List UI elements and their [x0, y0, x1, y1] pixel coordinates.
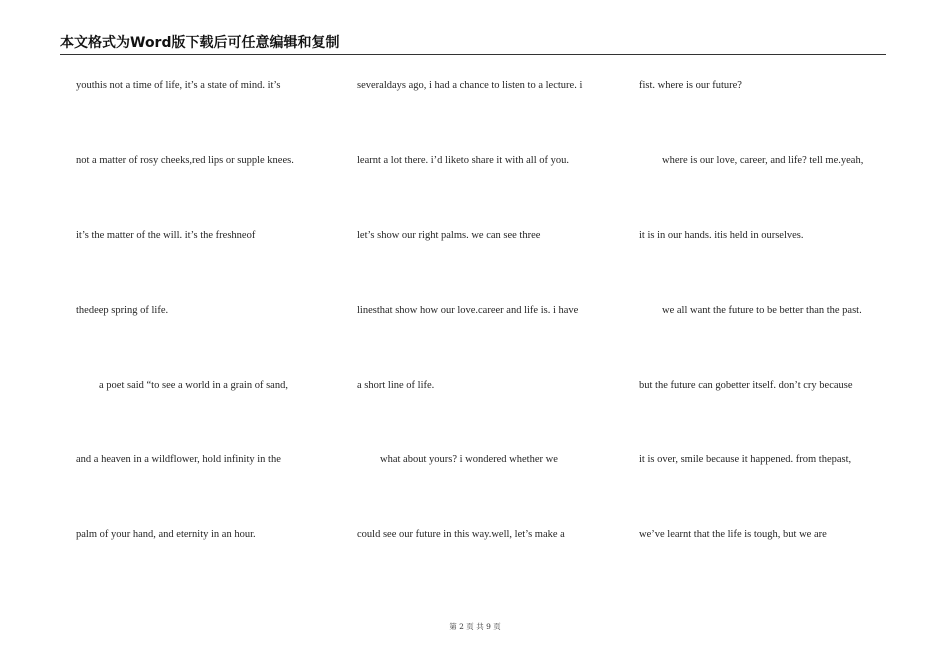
header-title: 本文格式为Word版下载后可任意编辑和复制 [60, 35, 340, 51]
text-line: we’ve learnt that the life is tough, but we are [639, 529, 827, 541]
text-line: a poet said “to see a world in a grain of sand, [99, 379, 288, 391]
page-number-label: 第 2 页 共 9 页 [449, 622, 501, 631]
text-line: fist. where is our future? [639, 80, 742, 91]
text-line: where is our love, career, and life? tell me.yeah, [662, 154, 864, 166]
text-line: could see our future in this way.well, let’s make a [357, 529, 565, 541]
text-column-1 [76, 79, 338, 603]
text-line: it’s the matter of the will. it’s the freshneof [76, 229, 256, 241]
text-line: thedeep spring of life. [76, 304, 169, 316]
text-line: linesthat show how our love.career and life is. i have [357, 304, 579, 316]
text-line: severaldays ago, i had a chance to listen to a lecture. i [357, 80, 583, 91]
text-line: not a matter of rosy cheeks,red lips or supple knees. [76, 154, 294, 166]
text-column-3 [639, 79, 889, 603]
text-line: it is over, smile because it happened. from thepast, [639, 454, 852, 466]
text-line: it is in our hands. itis held in ourselves. [639, 229, 804, 241]
text-line: youthis not a time of life, it’s a state of mind. it’s [76, 80, 281, 91]
text-column-2 [357, 79, 619, 603]
text-line: but the future can gobetter itself. don’t cry because [639, 379, 853, 391]
text-line: we all want the future to be better than the past. [662, 304, 862, 316]
page-header [60, 34, 886, 55]
page-footer [0, 622, 950, 632]
text-line: what about yours? i wondered whether we [380, 454, 558, 466]
text-line: and a heaven in a wildflower, hold infinity in the [76, 454, 281, 466]
text-line: learnt a lot there. i’d liketo share it with all of you. [357, 154, 569, 166]
text-line: a short line of life. [357, 379, 435, 391]
text-line: palm of your hand, and eternity in an hour. [76, 529, 256, 541]
text-line: let’s show our right palms. we can see three [357, 229, 541, 241]
